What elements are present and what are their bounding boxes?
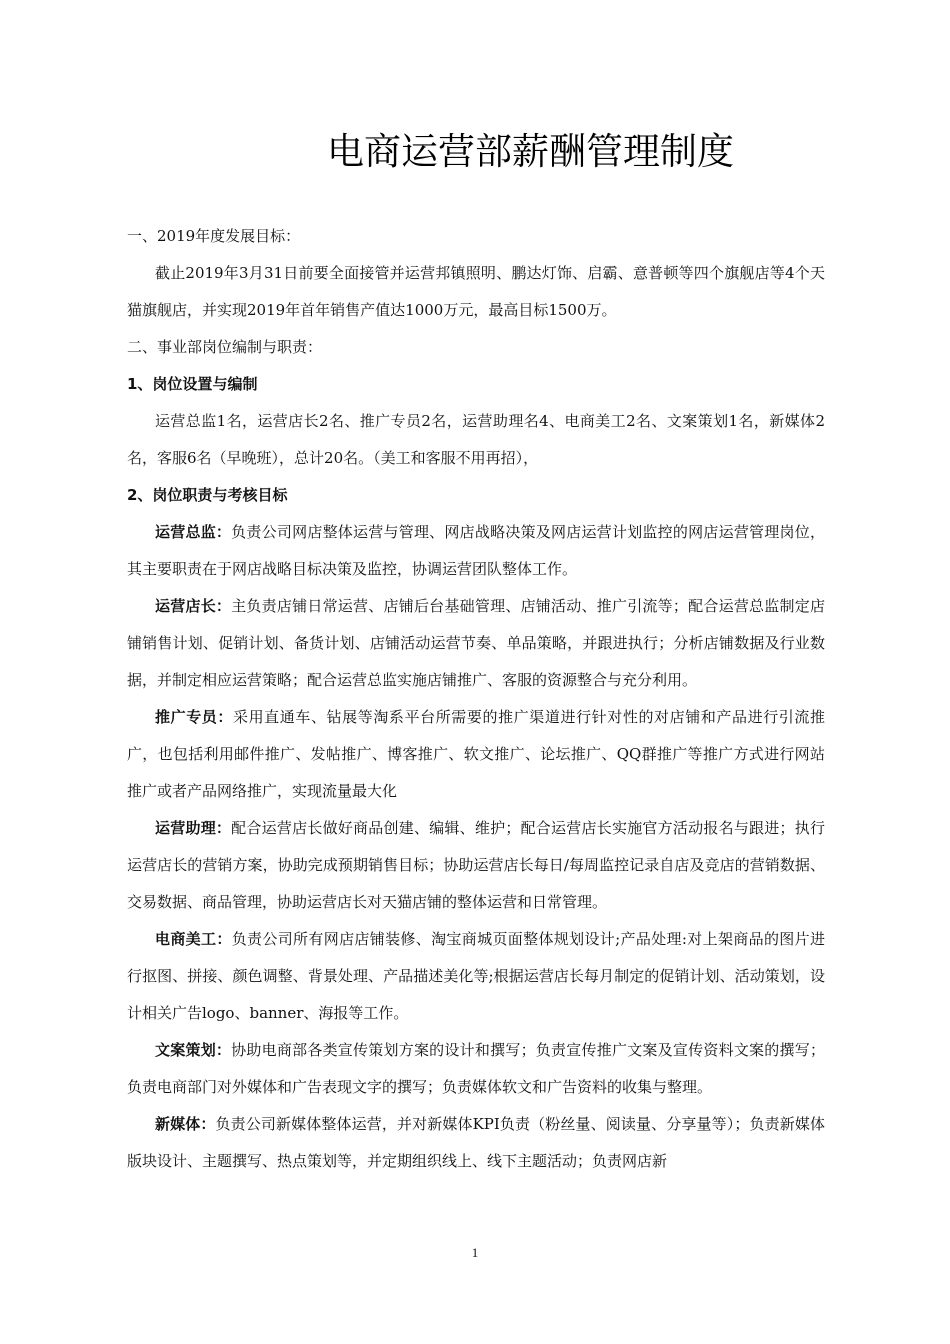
role-description: 负责公司新媒体整体运营，并对新媒体KPI负责（粉丝量、阅读量、分享量等）；负责新媒体版块设计、主题撰写、热点策划等，并定期组织线上、线下主题活动；负责网店新 <box>127 1115 825 1170</box>
role-title: 新媒体： <box>155 1115 216 1133</box>
role-description: 负责公司网店整体运营与管理、网店战略决策及网店运营计划监控的网店运营管理岗位，其主要职责在于网店战略目标决策及监控，协调运营团队整体工作。 <box>127 523 825 578</box>
role-paragraph <box>127 810 825 921</box>
section-1-heading: 一、2019年度发展目标： <box>127 227 301 245</box>
role-paragraph <box>127 699 825 810</box>
role-paragraph <box>127 1032 825 1106</box>
subsection-2-heading: 2、岗位职责与考核目标 <box>127 486 288 504</box>
role-paragraph <box>127 514 825 588</box>
page-number: 1 <box>471 1245 479 1260</box>
role-title: 运营助理： <box>155 819 232 837</box>
role-title: 推广专员： <box>155 708 233 726</box>
subsection-1-body: 运营总监1名，运营店长2名、推广专员2名，运营助理名4、电商美工2名、文案策划1名，新媒体2名，客服6名（早晚班），总计20名。（美工和客服不用再招）， <box>127 412 825 467</box>
role-description: 负责公司所有网店店铺装修、淘宝商城页面整体规划设计;产品处理:对上架商品的图片进行抠图、拼接、颜色调整、背景处理、产品描述美化等;根据运营店长每月制定的促销计划、活动策划，设计相关广告logo、banner、海报等工作。 <box>127 930 825 1022</box>
role-title: 运营店长： <box>155 597 232 615</box>
role-description: 配合运营店长做好商品创建、编辑、维护；配合运营店长实施官方活动报名与跟进；执行运营店长的营销方案，协助完成预期销售目标；协助运营店长每日/每周监控记录自店及竞店的营销数据、交易数据、商品管理，协助运营店长对天猫店铺的整体运营和日常管理。 <box>127 819 825 911</box>
role-paragraph <box>127 1106 825 1180</box>
role-description: 采用直通车、钻展等淘系平台所需要的推广渠道进行针对性的对店铺和产品进行引流推广，也包括利用邮件推广、发帖推广、博客推广、软文推广、论坛推广、QQ群推广等推广方式进行网站推广或者产品网络推广，实现流量最大化 <box>127 708 825 800</box>
role-title: 运营总监： <box>155 523 232 541</box>
subsection-1-heading: 1、岗位设置与编制 <box>127 375 258 393</box>
document-body <box>127 126 825 1180</box>
role-description: 协助电商部各类宣传策划方案的设计和撰写；负责宣传推广文案及宣传资料文案的撰写； 负责电商部门对外媒体和广告表现文字的撰写；负责媒体软文和广告资料的收集与整理。 <box>127 1041 825 1096</box>
role-paragraph <box>127 921 825 1032</box>
section-1-body: 截止2019年3月31日前要全面接管并运营邦镇照明、鹏达灯饰、启霸、意普顿等四个旗舰店等4个天猫旗舰店，并实现2019年首年销售产值达1000万元，最高目标1500万。 <box>127 264 825 319</box>
role-paragraph <box>127 588 825 699</box>
section-2-heading: 二、事业部岗位编制与职责： <box>127 338 323 356</box>
document-title: 电商运营部薪酬管理制度 <box>327 130 734 173</box>
role-title: 电商美工： <box>155 930 232 948</box>
role-title: 文案策划： <box>155 1041 232 1059</box>
role-description: 主负责店铺日常运营、店铺后台基础管理、店铺活动、推广引流等；配合运营总监制定店铺销售计划、促销计划、备货计划、店铺活动运营节奏、单品策略，并跟进执行；分析店铺数据及行业数据，并制定相应运营策略；配合运营总监实施店铺推广、客服的资源整合与充分利用。 <box>127 597 825 689</box>
